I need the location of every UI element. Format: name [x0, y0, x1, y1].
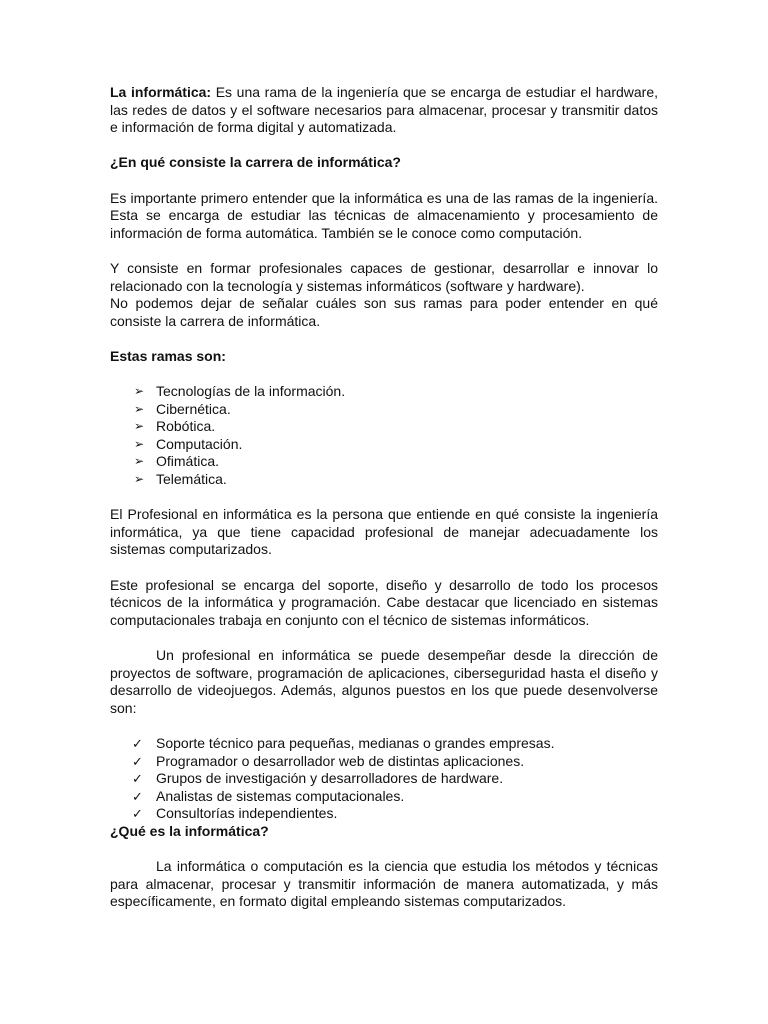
list-item: ✓ Grupos de investigación y desarrolladores de hardware. — [132, 770, 504, 787]
checkmark-bullet-icon: ✓ — [132, 753, 143, 769]
arrow-bullet-icon: ➢ — [134, 436, 145, 451]
paragraph-profesional-definicion: El Profesional en informática es la persona que entiende en qué consiste la ingeniería informática, ya que tiene capacidad profesional de manejar adecuadamente los sistemas computarizados. — [110, 506, 658, 558]
list-item: ➢ Telemática. — [134, 471, 227, 488]
intro-term: La informática: — [110, 84, 212, 100]
list-item: ➢ Ofimática. — [134, 453, 220, 470]
checkmark-bullet-icon: ✓ — [132, 771, 143, 787]
intro-text: Es una rama de la ingeniería que se encarga de estudiar el hardware, las redes de datos y el software necesarios para almacenar, procesar y transmitir datos e información de forma digital y automatizada. — [110, 84, 658, 136]
intro-paragraph — [110, 84, 658, 137]
section-heading-que-es: ¿Qué es la informática? — [110, 822, 269, 839]
list-item: ✓ Consultorías independientes. — [132, 805, 338, 822]
list-item: ✓ Programador o desarrollador web de distintas aplicaciones. — [132, 752, 525, 769]
checkmark-bullet-icon: ✓ — [132, 788, 143, 804]
list-item: ✓ Soporte técnico para pequeñas, medianas o grandes empresas. — [132, 734, 555, 751]
paragraph-formar-profesionales: Y consiste en formar profesionales capaces de gestionar, desarrollar e innovar lo relacionado con la tecnología y sistemas informáticos (software y hardware). — [110, 259, 658, 294]
paragraph-ramas-ingenieria: Es importante primero entender que la informática es una de las ramas de la ingeniería. Esta se encarga de estudiar las técnicas de almacenamiento y procesamiento de información de forma automática. También se le conoce como computación. — [110, 189, 658, 241]
paragraph-profesional-desempeno: Un profesional en informática se puede desempeñar desde la dirección de proyectos de software, programación de aplicaciones, ciberseguridad hasta el diseño y desarrollo de videojuegos. Además, algunos puestos en los que puede desenvolverse son: — [110, 647, 658, 716]
paragraph-informatica-ciencia: La informática o computación es la ciencia que estudia los métodos y técnicas para almacenar, procesar y transmitir información de manera automatizada, y más específicamente, en formato digital empleando sistemas computarizados. — [110, 858, 658, 910]
arrow-bullet-icon: ➢ — [134, 384, 145, 399]
jobs-list — [110, 735, 658, 823]
paragraph-profesional-soporte: Este profesional se encarga del soporte, diseño y desarrollo de todo los procesos técnicos de la informática y programación. Cabe destacar que licenciado en sistemas computacionales trabaja en conjunto con el técnico de sistemas informáticos. — [110, 576, 658, 628]
arrow-bullet-icon: ➢ — [134, 472, 145, 487]
list-item: ➢ Computación. — [134, 435, 243, 452]
list-item: ✓ Analistas de sistemas computacionales. — [132, 787, 405, 804]
section-heading-carrera: ¿En qué consiste la carrera de informática? — [110, 154, 401, 171]
list-item: ➢ Robótica. — [134, 418, 216, 435]
paragraph-senalar-ramas: No podemos dejar de señalar cuáles son sus ramas para poder entender en qué consiste la carrera de informática. — [110, 295, 658, 329]
list-item: ➢ Tecnologías de la información. — [134, 383, 346, 400]
list-item: ➢ Cibernética. — [134, 400, 231, 417]
checkmark-bullet-icon: ✓ — [132, 806, 143, 822]
arrow-bullet-icon: ➢ — [134, 401, 145, 416]
section-heading-ramas: Estas ramas son: — [110, 347, 226, 364]
arrow-bullet-icon: ➢ — [134, 419, 145, 434]
document-page — [110, 84, 658, 911]
checkmark-bullet-icon: ✓ — [132, 735, 143, 751]
arrow-bullet-icon: ➢ — [134, 454, 145, 469]
branches-list — [110, 383, 658, 489]
